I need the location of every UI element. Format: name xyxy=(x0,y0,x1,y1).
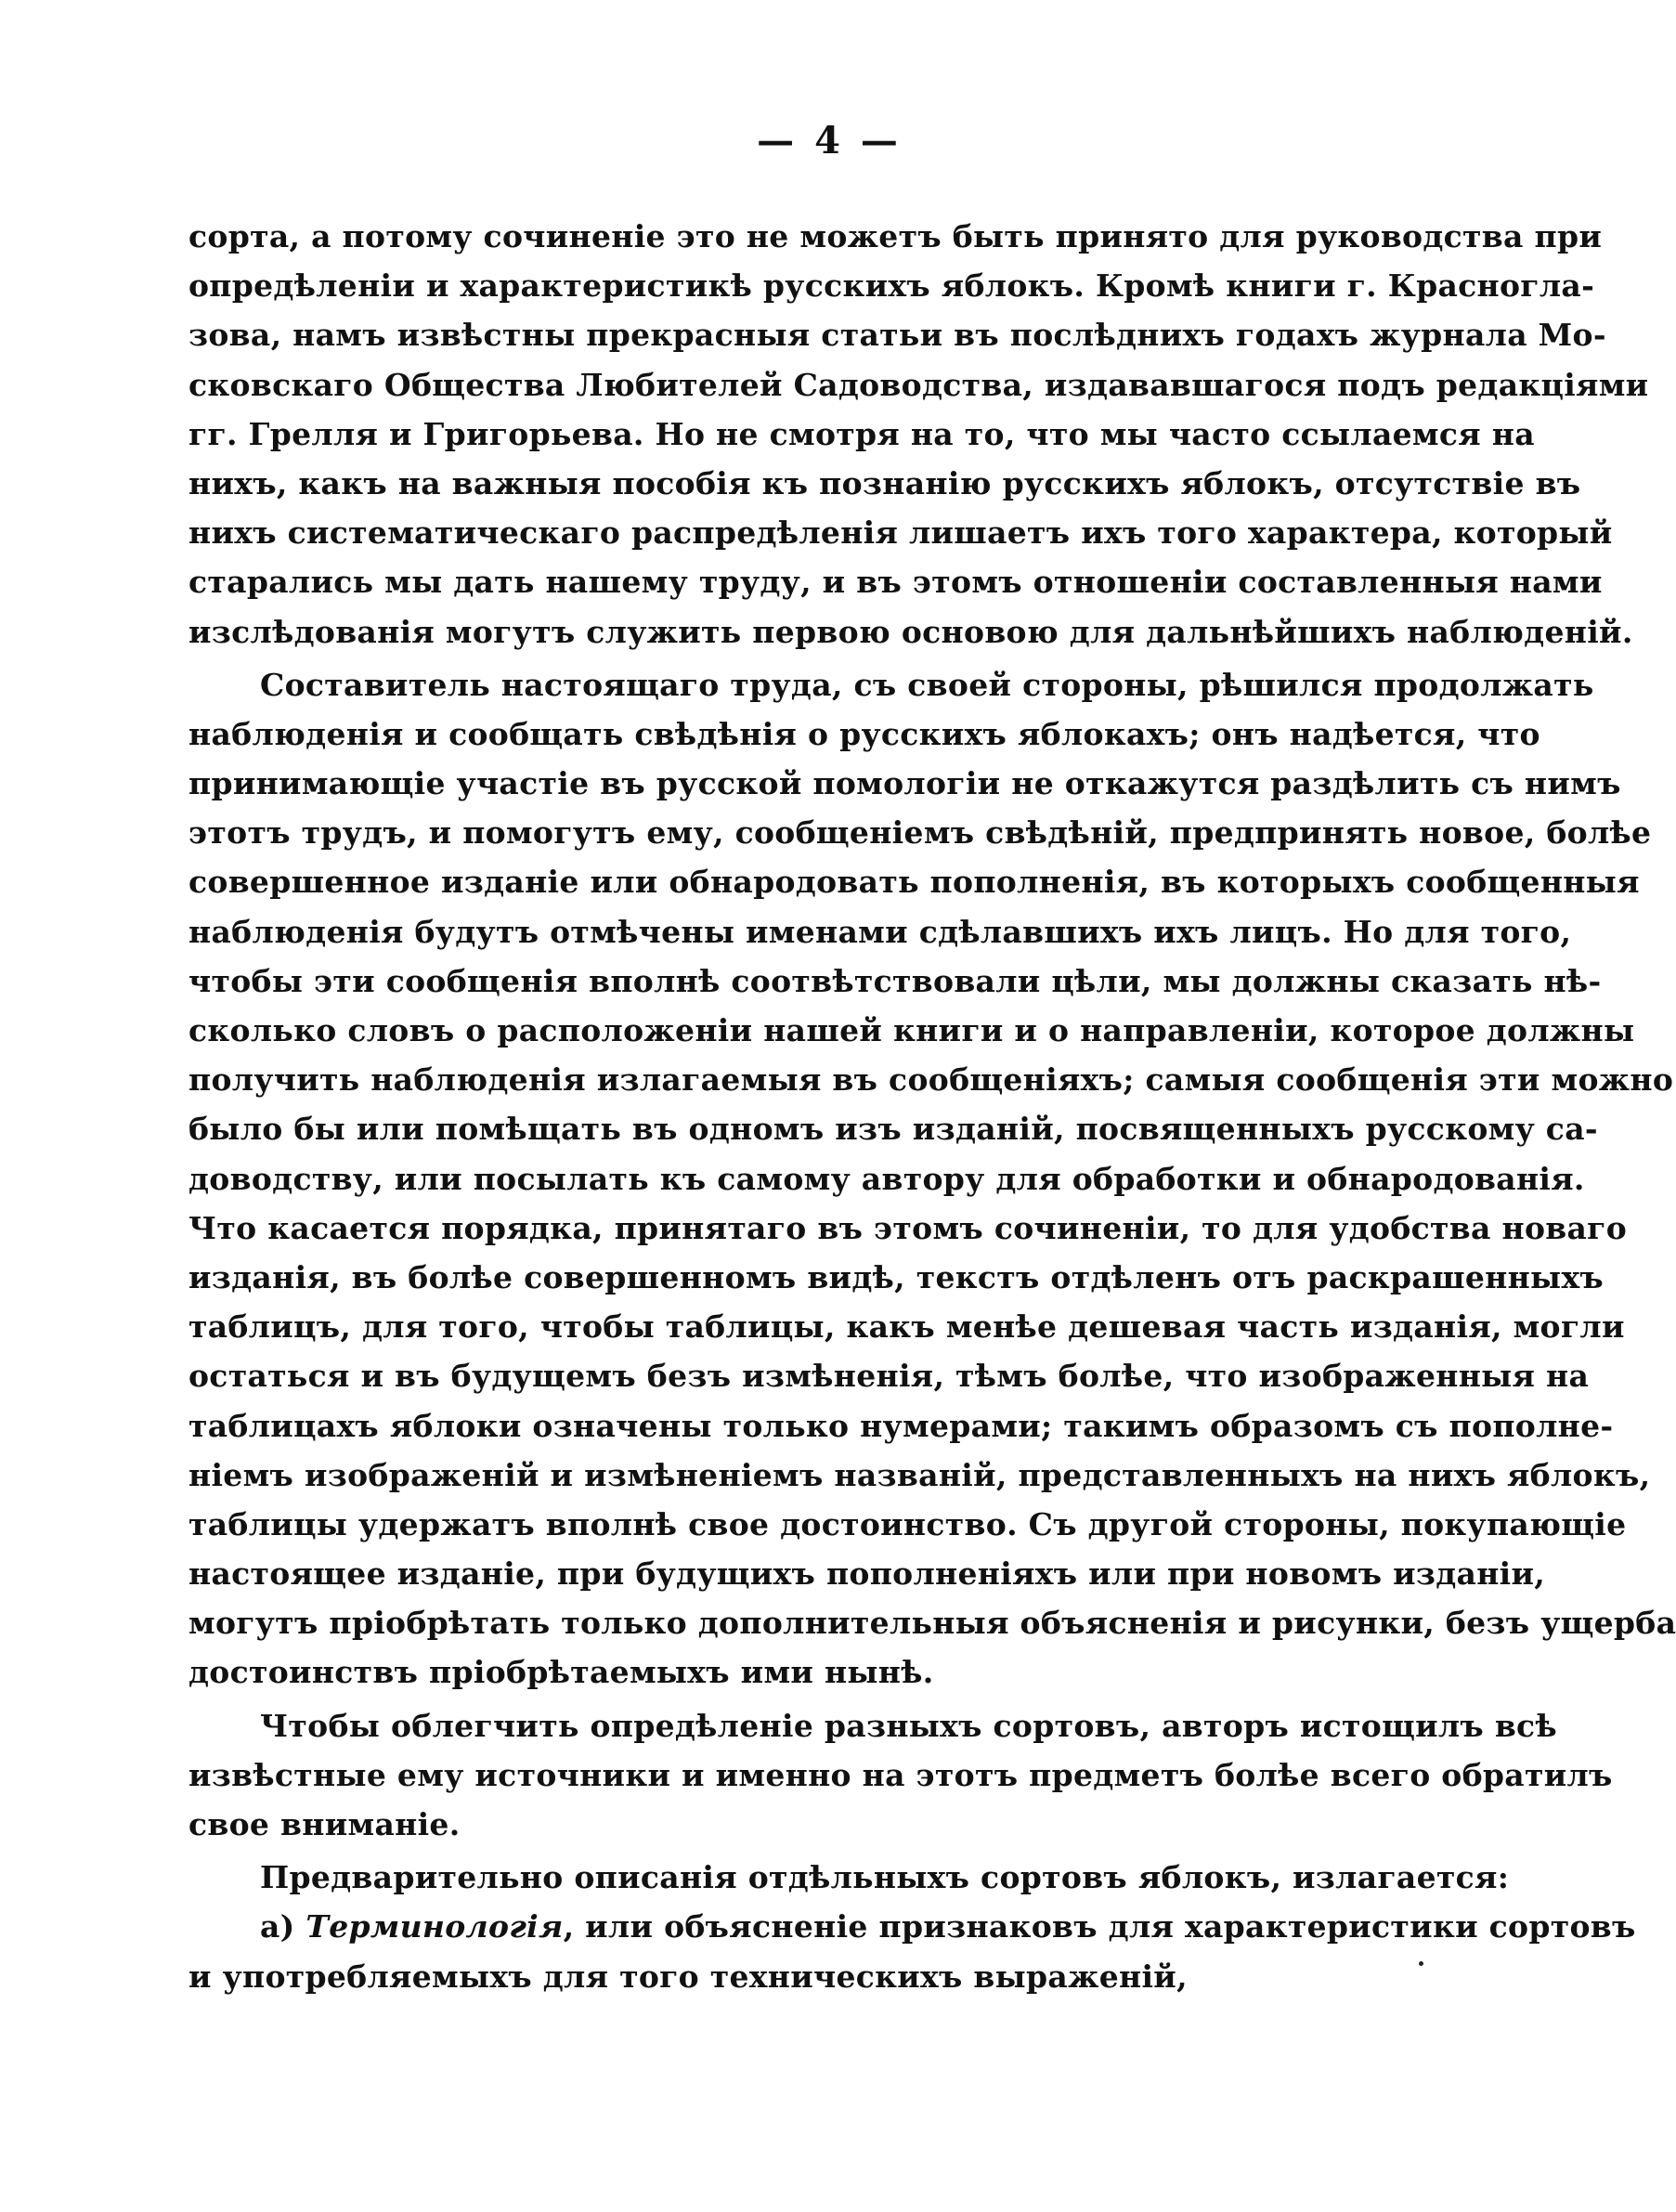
text-line: Чтобы облегчить опредѣленіе разныхъ сортовъ, авторъ истощилъ всѣ xyxy=(260,1707,1557,1744)
text-line: наблюденія и сообщать свѣдѣнія о русскихъ яблокахъ; онъ надѣется, что xyxy=(188,715,1540,752)
text-line: сковскаго Общества Любителей Садоводства, издававшагося подъ редакціями xyxy=(188,366,1649,403)
text-line: старались мы дать нашему труду, и въ этомъ отношеніи составленныя нами xyxy=(188,564,1603,601)
text-line: опредѣленіи и характеристикѣ русскихъ яблокъ. Кромѣ книги г. Красногла- xyxy=(188,267,1595,305)
paragraph-2 xyxy=(188,660,1676,1698)
text-line: Составитель настоящаго труда, съ своей стороны, рѣшился продолжать xyxy=(260,666,1594,703)
paragraph-4 xyxy=(188,1853,1510,1902)
text-line xyxy=(188,1902,1636,1951)
text-line: гг. Грелля и Григорьева. Но не смотря на то, что мы часто ссылаемся на xyxy=(188,415,1535,452)
text-line: свое вниманіе. xyxy=(188,1806,461,1842)
text-line: совершенное изданіе или обнародовать пополненія, въ которыхъ сообщенныя xyxy=(188,864,1640,901)
text-line: могутъ пріобрѣтать только дополнительныя объясненія и рисунки, безъ ущерба xyxy=(188,1605,1676,1642)
term-italic: Терминологія xyxy=(305,1908,564,1945)
text-line: Предварительно описанія отдѣльныхъ сортовъ яблокъ, излагается: xyxy=(260,1859,1510,1896)
text-line: и употребляемыхъ для того техническихъ выраженій, xyxy=(188,1958,1188,1995)
text-line: доводству, или посылать къ самому автору для обработки и обнародованія. xyxy=(188,1160,1585,1197)
paragraph-1 xyxy=(188,212,1649,657)
term-description: , или объясненіе признаковъ для характеристики сортовъ xyxy=(563,1908,1636,1945)
text-line: изданія, въ болѣе совершенномъ видѣ, текстъ отдѣленъ отъ раскрашенныхъ xyxy=(188,1258,1605,1295)
text-line: Что касается порядка, принятаго въ этомъ сочиненіи, то для удобства новаго xyxy=(188,1209,1628,1246)
stray-dot-mark xyxy=(1419,1961,1423,1966)
text-line: извѣстные ему источники и именно на этотъ предметъ болѣе всего обратилъ xyxy=(188,1756,1613,1793)
text-line: этотъ трудъ, и помогутъ ему, сообщеніемъ свѣдѣній, предпринять новое, болѣе xyxy=(188,814,1652,852)
text-line: таблицахъ яблоки означены только нумерами; такимъ образомъ съ пополне- xyxy=(188,1407,1614,1444)
list-marker: а) xyxy=(260,1908,306,1945)
page-number: — 4 — xyxy=(757,119,902,163)
body-text xyxy=(188,212,1676,2001)
text-line: наблюденія будутъ отмѣчены именами сдѣлавшихъ ихъ лицъ. Но для того, xyxy=(188,913,1572,950)
list-item-a xyxy=(188,1902,1636,2000)
text-line: принимающіе участіе въ русской помологіи не откажутся раздѣлить съ нимъ xyxy=(188,765,1621,802)
text-line: зова, намъ извѣстны прекрасныя статьи въ послѣднихъ годахъ журнала Мо- xyxy=(188,317,1606,354)
text-line: ніемъ изображеній и измѣненіемъ названій, представленныхъ на нихъ яблокъ, xyxy=(188,1456,1651,1493)
text-line: получить наблюденія излагаемыя въ сообщеніяхъ; самыя сообщенія эти можно xyxy=(188,1061,1674,1099)
text-line: достоинствъ пріобрѣтаемыхъ ими нынѣ. xyxy=(188,1654,934,1691)
text-line: изслѣдованія могутъ служить первою основою для дальнѣйшихъ наблюденій. xyxy=(188,613,1633,650)
text-line: сорта, а потому сочиненіе это не можетъ быть принято для руководства при xyxy=(188,218,1603,254)
text-line: сколько словъ о расположеніи нашей книги и о направленіи, которое должны xyxy=(188,1012,1635,1048)
text-line: таблицы удержатъ вполнѣ свое достоинство. Съ другой стороны, покупающіе xyxy=(188,1505,1627,1542)
text-line: нихъ систематическаго распредѣленія лишаетъ ихъ того характера, который xyxy=(188,514,1613,552)
text-line: нихъ, какъ на важныя пособія къ познанію русскихъ яблокъ, отсутствіе въ xyxy=(188,464,1581,501)
text-line: чтобы эти сообщенія вполнѣ соотвѣтствовали цѣли, мы должны сказать нѣ- xyxy=(188,962,1602,999)
text-line: таблицъ, для того, чтобы таблицы, какъ менѣе дешевая часть изданія, могли xyxy=(188,1308,1625,1346)
text-line: было бы или помѣщать въ одномъ изъ изданій, посвященныхъ русскому са- xyxy=(188,1111,1598,1148)
text-line: остаться и въ будущемъ безъ измѣненія, тѣмъ болѣе, что изображенныя на xyxy=(188,1358,1590,1395)
paragraph-3 xyxy=(188,1701,1613,1850)
text-line: настоящее изданіе, при будущихъ пополненіяхъ или при новомъ изданіи, xyxy=(188,1555,1546,1593)
